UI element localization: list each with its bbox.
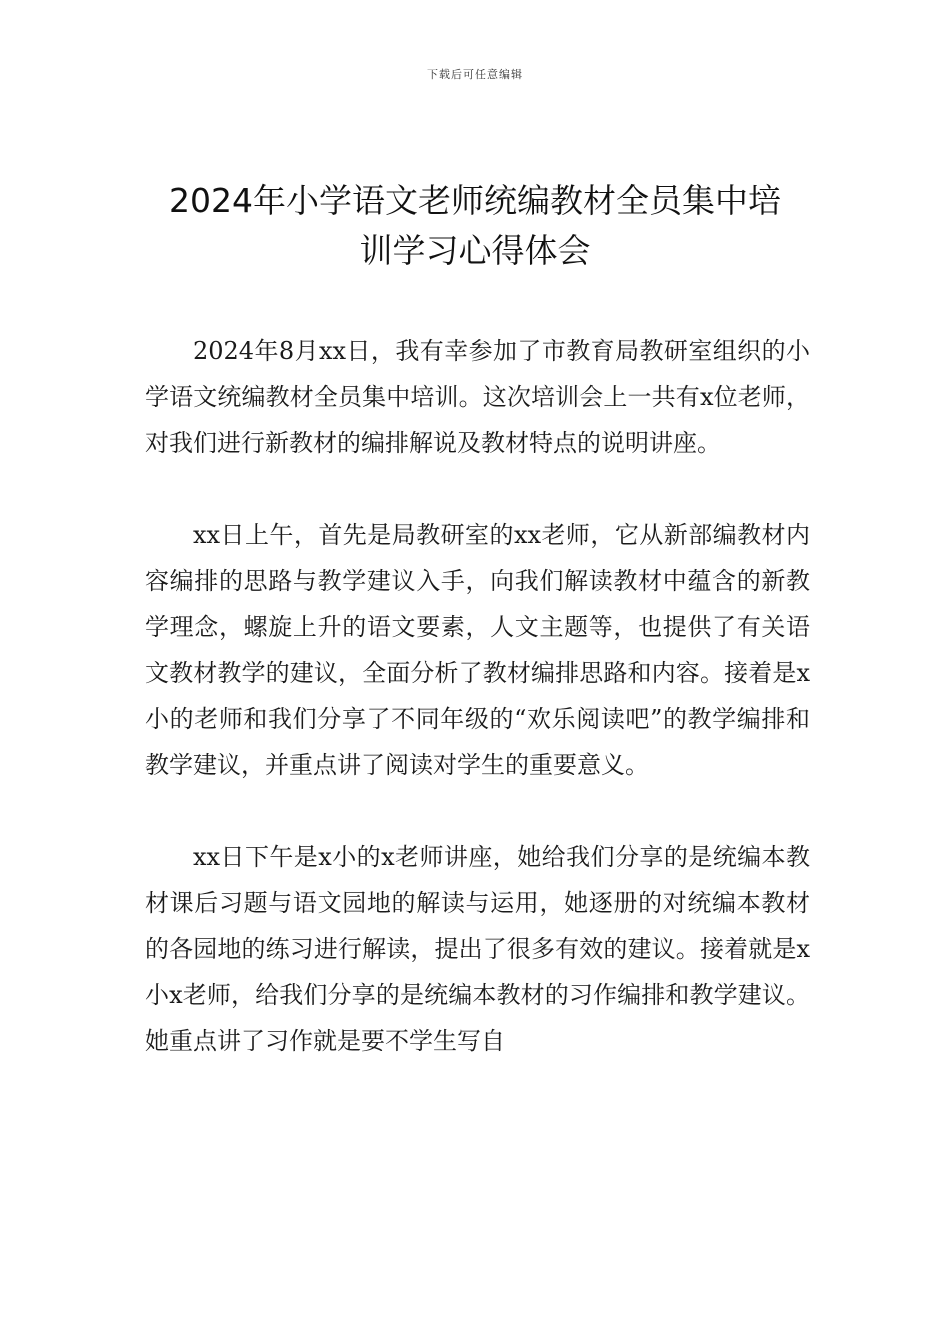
title-line-1: 2024年小学语文老师统编教材全员集中培: [169, 181, 781, 220]
title-line-2: 训学习心得体会: [359, 231, 591, 270]
header-note: 下载后可任意编辑: [427, 68, 523, 81]
document-title: [140, 176, 810, 276]
document-body: [145, 328, 810, 1110]
paragraph-1: 2024年8月xx日，我有幸参加了市教育局教研室组织的小学语文统编教材全员集中培训。这次培训会上一共有x位老师，对我们进行新教材的编排解说及教材特点的说明讲座。: [145, 337, 810, 457]
paragraph-3: xx日下午是x小的x老师讲座，她给我们分享的是统编本教材课后习题与语文园地的解读与运用，她逐册的对统编本教材的各园地的练习进行解读，提出了很多有效的建议。接着就是x小x老师，给我们分享的是统编本教材的习作编排和教学建议。她重点讲了习作就是要不学生写自: [145, 843, 810, 1055]
paragraph-2: xx日上午，首先是局教研室的xx老师，它从新部编教材内容编排的思路与教学建议入手，向我们解读教材中蕴含的新教学理念，螺旋上升的语文要素，人文主题等，也提供了有关语文教材教学的建议，全面分析了教材编排思路和内容。接着是x小的老师和我们分享了不同年级的“欢乐阅读吧”的教学编排和教学建议，并重点讲了阅读对学生的重要意义。: [145, 521, 810, 779]
